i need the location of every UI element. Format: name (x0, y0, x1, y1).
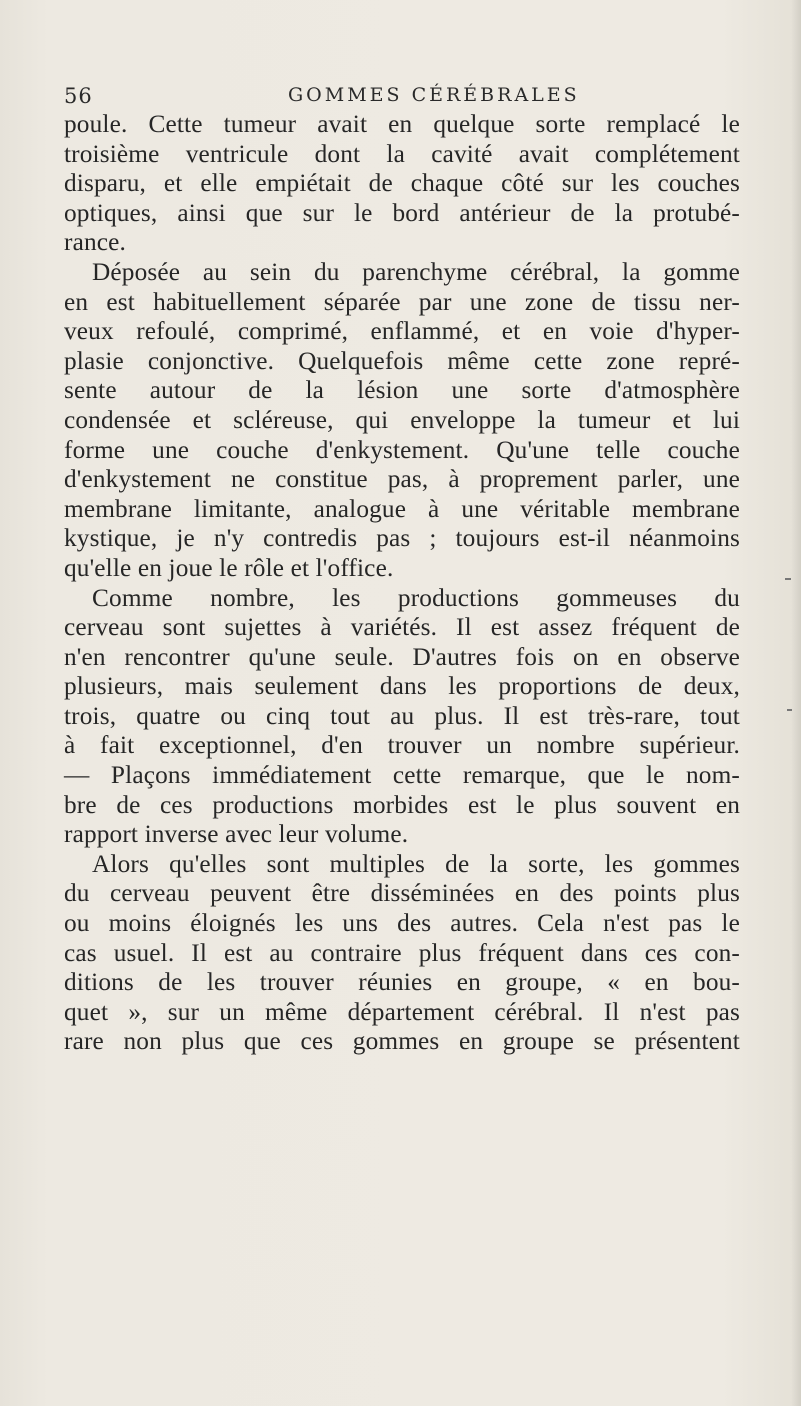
text-line: d'enkystement ne constitue pas, à proprement parler, une (64, 465, 740, 494)
text-line: trois, quatre ou cinq tout au plus. Il est très-rare, tout (64, 701, 740, 730)
text-line: — Plaçons immédiatement cette remarque, que le nom- (64, 761, 740, 790)
page-number: 56 (64, 84, 93, 108)
text-line: quet », sur un même département cérébral. Il n'est pas (64, 997, 740, 1026)
text-line: du cerveau peuvent être disséminées en des points plus (64, 879, 740, 908)
text-line: ditions de les trouver réunies en groupe, « en bou- (64, 968, 740, 997)
body-text (64, 110, 740, 1057)
text-line: qu'elle en joue le rôle et l'office. (64, 553, 394, 582)
text-line: n'en rencontrer qu'une seule. D'autres fois on en observe (64, 642, 740, 671)
paragraph-first-line: Alors qu'elles sont multiples de la sorte, les gommes (92, 849, 740, 878)
text-line: rare non plus que ces gommes en groupe se présentent (64, 1027, 740, 1056)
page-edge-shadow (791, 0, 801, 1406)
text-line: forme une couche d'enkystement. Qu'une telle couche (64, 435, 740, 464)
paragraph-first-line: Comme nombre, les productions gommeuses du (92, 583, 740, 612)
text-line: cerveau sont sujettes à variétés. Il est assez fréquent de (64, 613, 740, 642)
text-line: bre de ces productions morbides est le plus souvent en (64, 790, 740, 819)
text-line: ou moins éloignés les uns des autres. Cela n'est pas le (64, 909, 740, 938)
text-line: membrane limitante, analogue à une véritable membrane (64, 494, 740, 523)
text-line: kystique, je n'y contredis pas ; toujours est-il néanmoins (64, 524, 740, 553)
text-line: optiques, ainsi que sur le bord antérieur de la protubé- (64, 198, 740, 227)
text-line: rapport inverse avec leur volume. (64, 820, 409, 849)
paragraph-first-line: Déposée au sein du parenchyme cérébral, la gomme (92, 257, 740, 286)
text-line: disparu, et elle empiétait de chaque côté sur les couches (64, 169, 740, 198)
text-line: cas usuel. Il est au contraire plus fréquent dans ces con- (64, 938, 740, 967)
text-line: plasie conjonctive. Quelquefois même cette zone repré- (64, 346, 740, 375)
text-line: poule. Cette tumeur avait en quelque sorte remplacé le (64, 110, 740, 138)
text-line: à fait exceptionnel, d'en trouver un nombre supérieur. (64, 731, 740, 760)
text-line: en est habituellement séparée par une zone de tissu ner- (64, 287, 740, 316)
text-line: troisième ventricule dont la cavité avait complétement (64, 139, 740, 168)
margin-dash-mark (785, 578, 791, 580)
text-line: sente autour de la lésion une sorte d'atmosphère (64, 376, 740, 405)
margin-dash-mark (787, 709, 792, 711)
text-line: veux refoulé, comprimé, enflammé, et en voie d'hyper- (64, 317, 740, 346)
running-title: GOMMES CÉRÉBRALES (288, 84, 580, 106)
text-line: rance. (64, 228, 126, 257)
text-line: condensée et scléreuse, qui enveloppe la tumeur et lui (64, 405, 740, 434)
text-line: plusieurs, mais seulement dans les proportions de deux, (64, 672, 740, 701)
